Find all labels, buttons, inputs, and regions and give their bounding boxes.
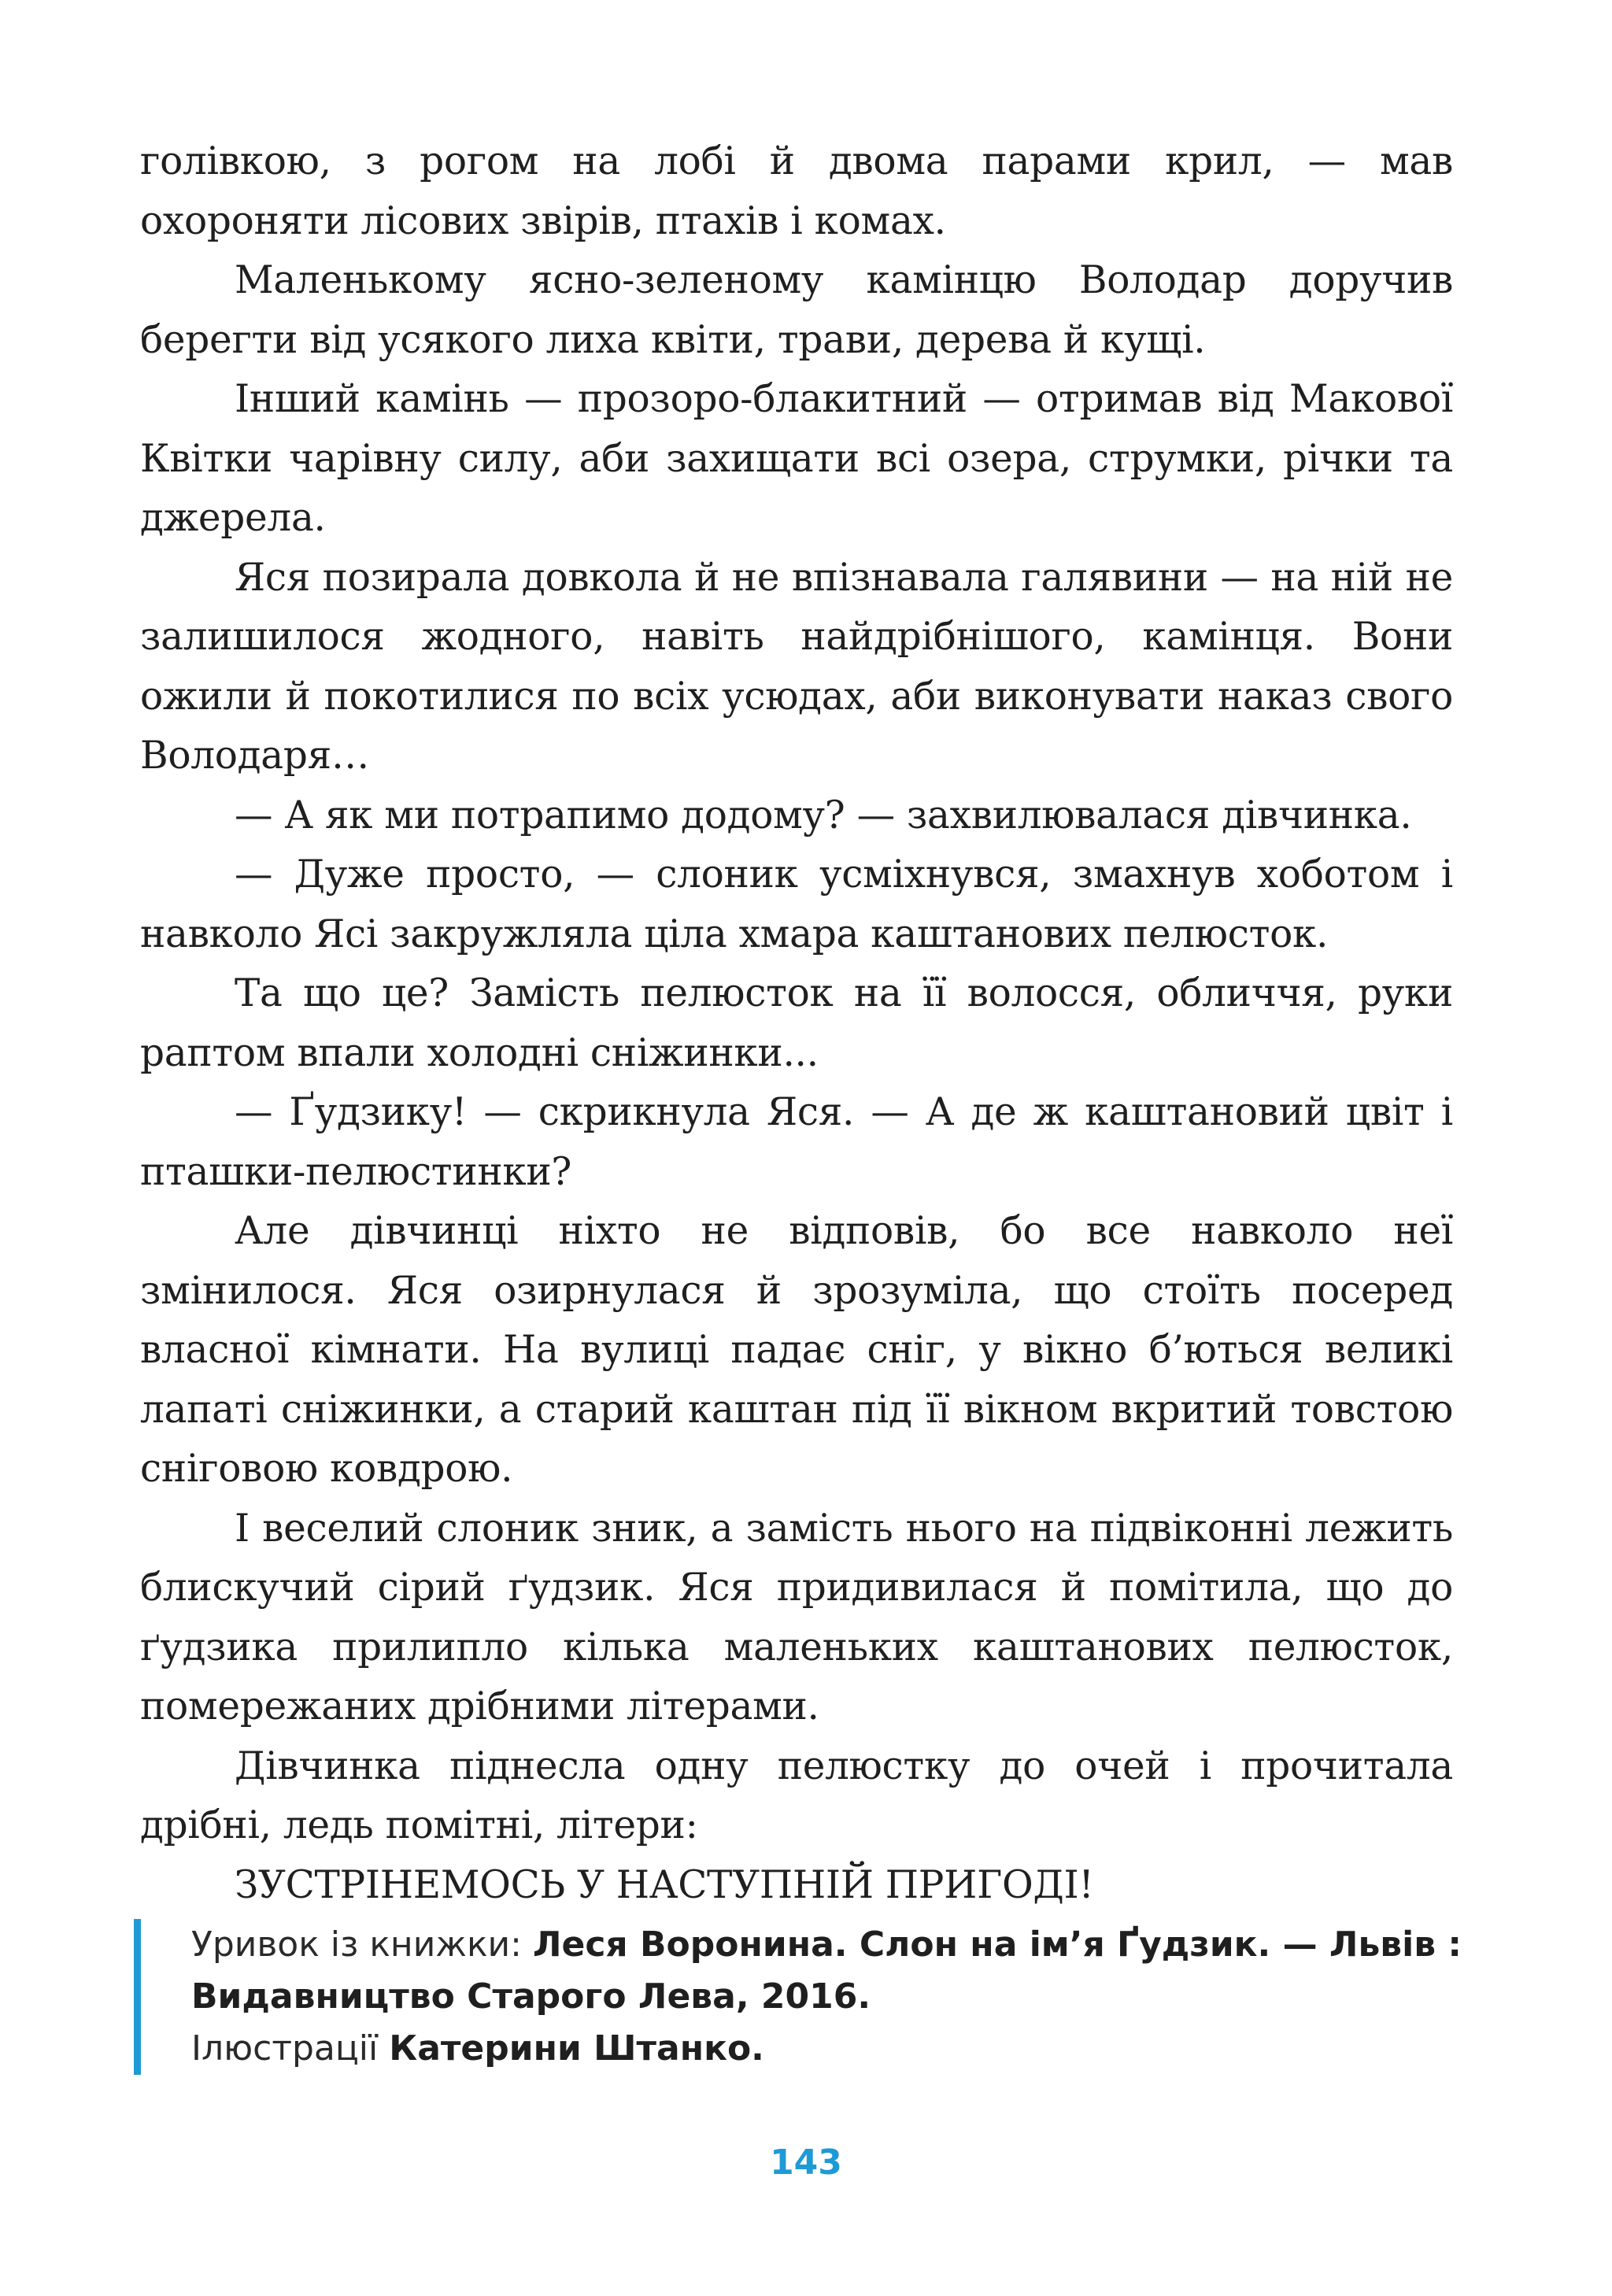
story-text bbox=[140, 132, 1453, 1915]
publisher-line: Видавництво Старого Лева, 2016. bbox=[191, 1976, 871, 2017]
illustrator-name: Катерини Штанко. bbox=[389, 2028, 764, 2069]
page-number: 143 bbox=[770, 2143, 842, 2183]
citation-line-3 bbox=[191, 2023, 1482, 2075]
paragraph-3: Інший камінь — прозоро-блакитний — отримав від Макової Квітки чарівну силу, аби захищати всі озера, струмки, річки та джерела. bbox=[140, 377, 1453, 540]
paragraph-11: Дівчинка піднесла одну пелюстку до очей і прочитала дрібні, ледь помітні, літери: bbox=[140, 1743, 1453, 1847]
paragraph-4: Яся позирала довкола й не впізнавала галявини — на ній не залишилося жодного, навіть найдрібнішого, камінця. Вони ожили й покотилися по всіх усюдах, аби виконувати наказ свого Володаря… bbox=[140, 555, 1453, 778]
closing-message: ЗУСТРІНЕМОСЬ У НАСТУПНІЙ ПРИГОДІ! bbox=[235, 1862, 1094, 1907]
paragraph-9: Але дівчинці ніхто не відповів, бо все навколо неї змінилося. Яся озирнулася й зрозуміла, що стоїть посеред власної кімнати. На вулиці падає сніг, у вікно б’ються великі лапаті сніжинки, а старий каштан під її вікном вкритий товстою сніговою ковдрою. bbox=[140, 1209, 1453, 1491]
citation-line-1 bbox=[191, 1919, 1482, 1971]
dialog-line-1: — А як ми потрапимо додому? — захвилювалася дівчинка. bbox=[235, 793, 1412, 837]
excerpt-label: Уривок із книжки: bbox=[191, 1924, 522, 1965]
book-reference: Леся Воронина. Слон на ім’я Ґудзик. — Львів : bbox=[532, 1924, 1462, 1965]
paragraph-7: Та що це? Замість пелюсток на її волосся, обличчя, руки раптом впали холодні сніжинки... bbox=[140, 971, 1453, 1075]
source-citation bbox=[134, 1919, 1482, 2075]
dialog-line-2: — Дуже просто, — слоник усміхнувся, змахнув хоботом і навколо Ясі закружляла ціла хмара каштанових пелюсток. bbox=[140, 852, 1453, 956]
dialog-line-3: — Ґудзику! — скрикнула Яся. — А де ж каштановий цвіт і пташки-пелюстинки? bbox=[140, 1090, 1453, 1194]
paragraph-1: голівкою, з рогом на лобі й двома парами крил, — мав охороняти лісових звірів, птахів і комах. bbox=[140, 139, 1453, 243]
paragraph-10: І веселий слоник зник, а замість нього на підвіконні лежить блискучий сірий ґудзик. Яся придивилася й помітила, що до ґудзика прилипло кілька маленьких каштанових пелюсток, помережаних дрібними літерами. bbox=[140, 1506, 1453, 1728]
illustrations-label: Ілюстрації bbox=[191, 2028, 379, 2069]
paragraph-2: Маленькому ясно-зеленому камінцю Володар доручив берегти від усякого лиха квіти, трави, дерева й кущі. bbox=[140, 258, 1453, 362]
